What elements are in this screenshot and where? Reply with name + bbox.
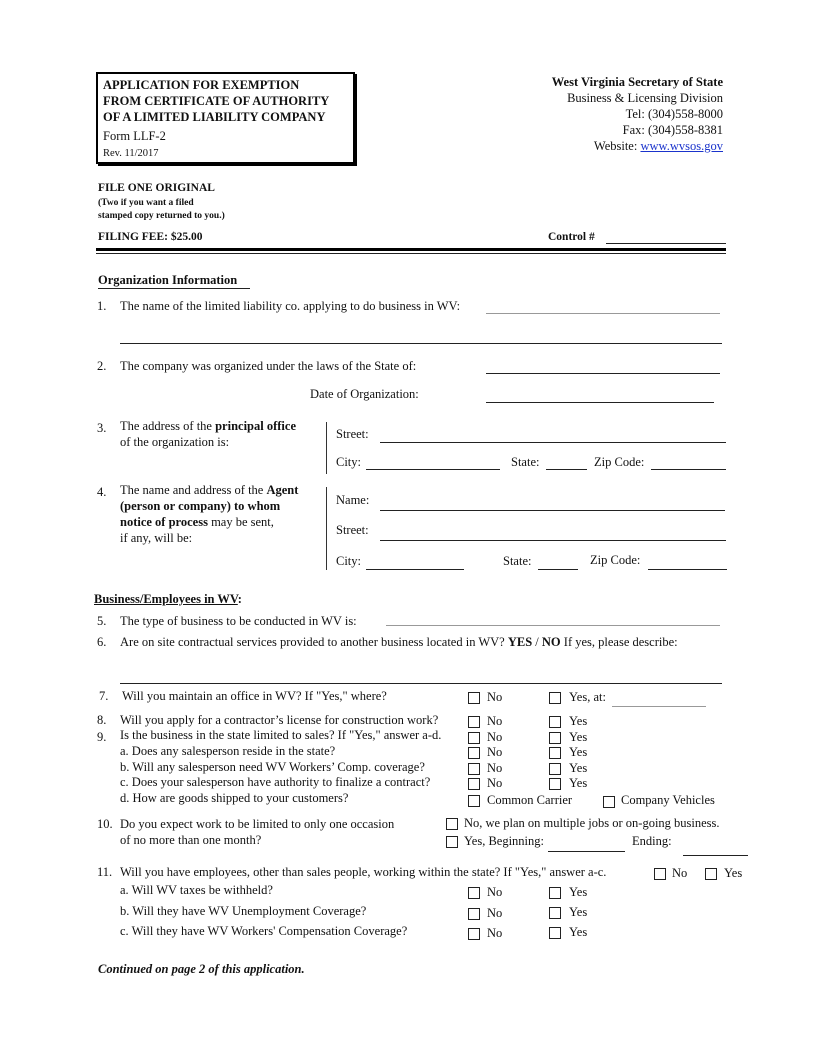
q4-name-field[interactable] — [380, 510, 725, 511]
form-title-3: OF A LIMITED LIABILITY COMPANY — [103, 110, 326, 124]
q11c-text: c. Will they have WV Workers' Compensation Coverage? — [120, 924, 408, 938]
q11-number: 11. — [97, 865, 113, 879]
q9a-text: a. Does any salesperson reside in the state? — [120, 744, 336, 758]
q11a-yes-label: Yes — [569, 885, 588, 899]
agency-name: West Virginia Secretary of State — [551, 75, 723, 89]
q4-city-field[interactable] — [366, 569, 464, 570]
q11b-no-label: No — [487, 906, 503, 920]
q5-number: 5. — [97, 614, 107, 628]
ending-date-field[interactable] — [683, 855, 748, 856]
q9b-no-checkbox[interactable] — [468, 763, 480, 775]
q8-number: 8. — [97, 713, 107, 727]
ending-label: Ending: — [632, 834, 672, 848]
fee-amount: : $25.00 — [164, 231, 203, 243]
q3-street-label: Street: — [336, 427, 369, 441]
q6-yes: YES — [507, 635, 533, 649]
control-field[interactable] — [606, 243, 726, 244]
form-number: Form LLF-2 — [103, 129, 166, 143]
q11c-no-label: No — [487, 926, 503, 940]
q7-location-field[interactable] — [612, 706, 706, 707]
q7-number: 7. — [99, 689, 109, 703]
q4-state-field[interactable] — [538, 569, 578, 570]
website-label: Website: — [593, 139, 641, 153]
file-one-original: FILE ONE ORIGINAL — [98, 182, 215, 194]
q10-yes-checkbox[interactable] — [446, 836, 458, 848]
date-field[interactable] — [486, 402, 714, 403]
q4-line-1 — [120, 483, 298, 498]
q10-text-b: of no more than one month? — [120, 833, 262, 847]
division: Business & Licensing Division — [567, 91, 723, 105]
q3-zip-field[interactable] — [651, 469, 726, 470]
q2-text: The company was organized under the laws of the State of: — [120, 359, 417, 373]
q9b-yes-checkbox[interactable] — [549, 763, 561, 775]
q11-no-label: No — [672, 866, 688, 880]
continued-note: Continued on page 2 of this application. — [98, 962, 305, 976]
q11a-no-checkbox[interactable] — [468, 887, 480, 899]
q9b-text: b. Will any salesperson need WV Workers’ Comp. coverage? — [120, 760, 425, 774]
q10-text-a: Do you expect work to be limited to only one occasion — [120, 817, 395, 831]
q4-notice: notice of process — [120, 515, 208, 529]
company-vehicles-checkbox[interactable] — [603, 796, 615, 808]
q11b-yes-checkbox[interactable] — [549, 907, 561, 919]
q4-street-label: Street: — [336, 523, 369, 537]
common-carrier-label: Common Carrier — [487, 793, 573, 807]
q10-yes-label: Yes, Beginning: — [464, 834, 544, 848]
q2-number: 2. — [97, 359, 107, 373]
q4-street-field[interactable] — [380, 540, 726, 541]
heading-underline — [98, 288, 250, 289]
divider-thick — [96, 248, 726, 251]
q11-text: Will you have employees, other than sales people, working within the state? If "Yes," answer a-c. — [120, 865, 607, 879]
q11c-no-checkbox[interactable] — [468, 928, 480, 940]
q11-yes-checkbox[interactable] — [705, 868, 717, 880]
q9b-no-label: No — [487, 761, 503, 775]
q4-line-4: if any, will be: — [120, 531, 193, 545]
q6-describe-field[interactable] — [120, 683, 722, 684]
q4-text-a: The name and address of the — [120, 483, 267, 497]
q6-text-b: If yes, please describe: — [560, 635, 678, 649]
form-title-1: APPLICATION FOR EXEMPTION — [103, 78, 300, 92]
biz-heading-text: Business/Employees in WV — [94, 592, 238, 606]
q4-agent: Agent — [266, 483, 299, 497]
q4-line-2: (person or company) to whom — [120, 499, 281, 513]
business-type-field[interactable] — [386, 625, 720, 626]
q3-bold: principal office — [215, 419, 296, 433]
date-label: Date of Organization: — [310, 387, 419, 401]
divider-thin — [96, 253, 726, 254]
q9-yes-checkbox[interactable] — [549, 732, 561, 744]
fee-label: FILING FEE — [98, 231, 165, 243]
q7-no-checkbox[interactable] — [468, 692, 480, 704]
form-revision: Rev. 11/2017 — [103, 148, 159, 159]
q3-zip-label: Zip Code: — [594, 455, 645, 469]
q8-yes-label: Yes — [569, 714, 588, 728]
q3-text — [120, 419, 296, 434]
q6-text — [120, 635, 678, 650]
q11-yes-label: Yes — [724, 866, 743, 880]
org-heading: Organization Information — [98, 273, 238, 287]
filing-note-1: (Two if you want a filed — [98, 198, 194, 208]
q4-line-3 — [120, 515, 274, 530]
q8-text: Will you apply for a contractor’s license for construction work? — [120, 713, 439, 727]
q11a-yes-checkbox[interactable] — [549, 887, 561, 899]
llc-name-field[interactable] — [486, 313, 720, 314]
q4-state-label: State: — [503, 554, 532, 568]
q4-number: 4. — [97, 485, 107, 499]
q3-state-field[interactable] — [546, 469, 587, 470]
q11a-text: a. Will WV taxes be withheld? — [120, 883, 273, 897]
q4-city-label: City: — [336, 554, 362, 568]
q10-number: 10. — [97, 817, 113, 831]
biz-heading-colon: : — [237, 592, 242, 606]
control-label: Control # — [548, 231, 595, 243]
q9-no-label: No — [487, 730, 503, 744]
q5-text: The type of business to be conducted in WV is: — [120, 614, 357, 628]
q7-no-label: No — [487, 690, 503, 704]
q8-no-label: No — [487, 714, 503, 728]
q3-state-label: State: — [511, 455, 540, 469]
q6-sep: / — [532, 635, 542, 649]
state-field[interactable] — [486, 373, 720, 374]
q9a-yes-checkbox[interactable] — [549, 747, 561, 759]
llc-name-field-2[interactable] — [120, 343, 722, 344]
q9-text: Is the business in the state limited to sales? If "Yes," answer a-d. — [120, 728, 442, 742]
q1-number: 1. — [97, 299, 107, 313]
q4-zip-label: Zip Code: — [590, 553, 641, 567]
q9d-text: d. How are goods shipped to your customers? — [120, 791, 349, 805]
q9-number: 9. — [97, 730, 107, 744]
beginning-date-field[interactable] — [548, 851, 625, 852]
fax: Fax: (304)558-8381 — [622, 123, 723, 137]
q1-text: The name of the limited liability co. applying to do business in WV: — [120, 299, 461, 313]
q9a-yes-label: Yes — [569, 745, 588, 759]
q7-yes-checkbox[interactable] — [549, 692, 561, 704]
q11c-yes-label: Yes — [569, 925, 588, 939]
company-vehicles-label: Company Vehicles — [621, 793, 715, 807]
q9-yes-label: Yes — [569, 730, 588, 744]
q11c-yes-checkbox[interactable] — [549, 927, 561, 939]
q11b-yes-label: Yes — [569, 905, 588, 919]
q4-bracket — [326, 487, 327, 570]
q9c-no-label: No — [487, 776, 503, 790]
q9-no-checkbox[interactable] — [468, 732, 480, 744]
q7-text: Will you maintain an office in WV? If "Yes," where? — [122, 689, 387, 703]
q10-no-checkbox[interactable] — [446, 818, 458, 830]
q3-city-field[interactable] — [366, 469, 500, 470]
q11-no-checkbox[interactable] — [654, 868, 666, 880]
q9a-no-label: No — [487, 745, 503, 759]
filing-fee — [98, 230, 202, 245]
q9b-yes-label: Yes — [569, 761, 588, 775]
q4-zip-field[interactable] — [648, 569, 727, 570]
q11a-no-label: No — [487, 885, 503, 899]
q6-no: NO — [541, 635, 561, 649]
q4-name-label: Name: — [336, 493, 370, 507]
q9c-yes-label: Yes — [569, 776, 588, 790]
q4-text-e: may be sent, — [207, 515, 274, 529]
q9c-yes-checkbox[interactable] — [549, 778, 561, 790]
q8-no-checkbox[interactable] — [468, 716, 480, 728]
q11b-no-checkbox[interactable] — [468, 908, 480, 920]
q3-text-c: of the organization is: — [120, 435, 230, 449]
q9c-text: c. Does your salesperson have authority to finalize a contract? — [120, 775, 431, 789]
q9c-no-checkbox[interactable] — [468, 778, 480, 790]
biz-heading — [94, 592, 242, 607]
website-link[interactable]: www.wvsos.gov — [640, 139, 723, 153]
website-line — [594, 139, 723, 154]
common-carrier-checkbox[interactable] — [468, 795, 480, 807]
q6-text-a: Are on site contractual services provided to another business located in WV? — [120, 635, 508, 649]
q6-number: 6. — [97, 635, 107, 649]
form-title-2: FROM CERTIFICATE OF AUTHORITY — [103, 94, 330, 108]
q3-text-a: The address of the — [120, 419, 216, 433]
q3-street-field[interactable] — [380, 442, 726, 443]
q3-number: 3. — [97, 421, 107, 435]
q11b-text: b. Will they have WV Unemployment Coverage? — [120, 904, 367, 918]
q3-city-label: City: — [336, 455, 362, 469]
filing-note-2: stamped copy returned to you.) — [98, 211, 225, 221]
q3-bracket — [326, 422, 327, 474]
telephone: Tel: (304)558-8000 — [625, 107, 723, 121]
q9a-no-checkbox[interactable] — [468, 747, 480, 759]
q8-yes-checkbox[interactable] — [549, 716, 561, 728]
q10-no-label: No, we plan on multiple jobs or on-going business. — [464, 816, 720, 830]
q7-yes-label: Yes, at: — [569, 690, 606, 704]
